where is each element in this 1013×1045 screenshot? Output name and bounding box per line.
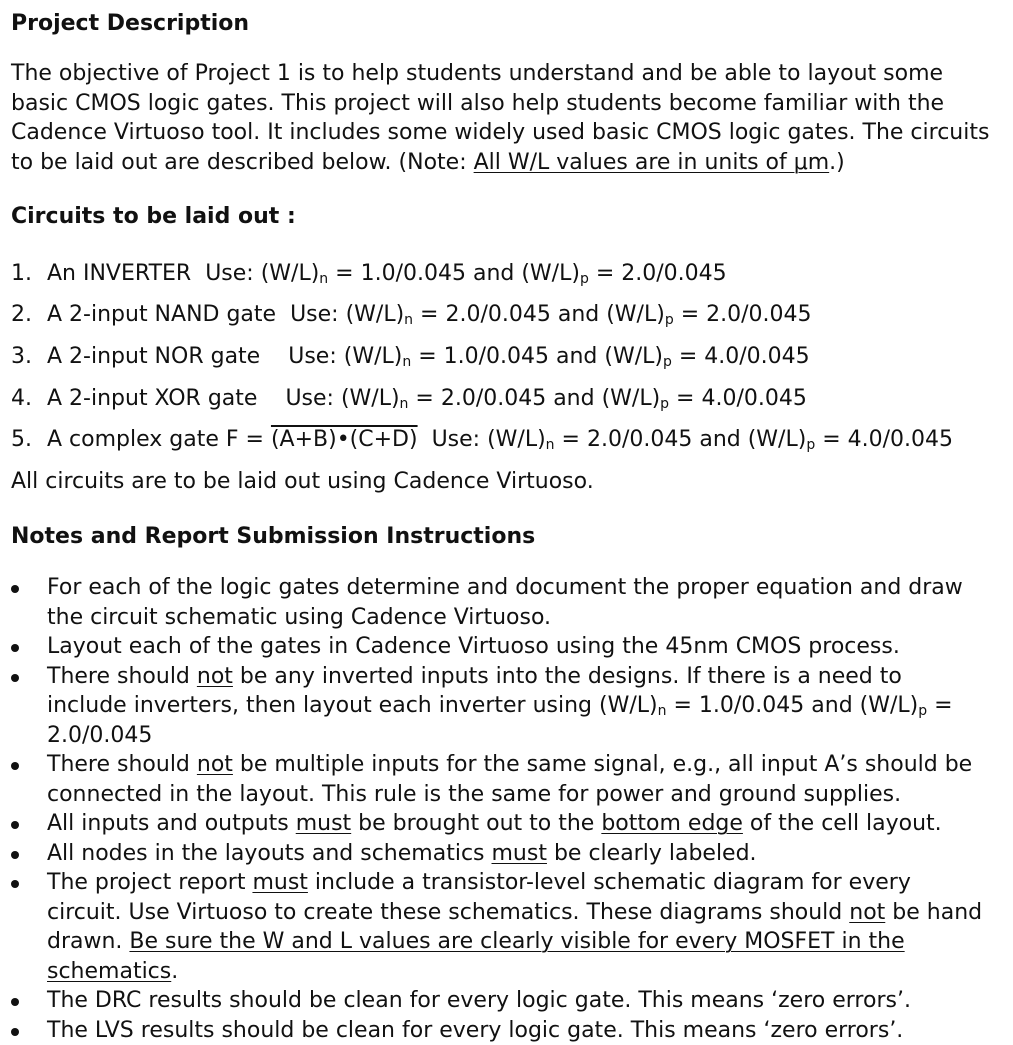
list-item: There should not be multiple inputs for the same signal, e.g., all input A’s should be connected in the layout. This rule is the same for power and ground supplies. <box>0 750 987 809</box>
list-item: The DRC results should be clean for every logic gate. This means ‘zero errors’. <box>0 986 987 1016</box>
circuit-name: A 2-input NAND gate <box>47 302 276 327</box>
list-item: The LVS results should be clean for every logic gate. This means ‘zero errors’. <box>0 1016 987 1045</box>
page-title: Project Description <box>11 11 249 37</box>
list-item: For each of the logic gates determine and document the proper equation and draw the circuit schematic using Cadence Virtuoso. <box>0 573 987 632</box>
list-item: All inputs and outputs must be brought out to the bottom edge of the cell layout. <box>0 809 987 839</box>
circuit-name: A complex gate F = <box>47 427 271 452</box>
bullet-icon <box>11 674 19 682</box>
all-circuits-note: All circuits are to be laid out using Cadence Virtuoso. <box>11 468 594 496</box>
bullet-icon <box>11 644 19 652</box>
list-item: Layout each of the gates in Cadence Virtuoso using the 45nm CMOS process. <box>0 632 987 662</box>
units-note: All W/L values are in units of μm <box>474 150 830 175</box>
complex-gate-expression: (A+B)•(C+D) <box>271 427 418 452</box>
bullet-icon <box>11 762 19 770</box>
circuit-item-nor: 3. A 2-input NOR gate Use: $(W/L)_n = 1.0/0.045$ and $(W/L)_p = 4.0/0.045$ <box>11 343 810 371</box>
notes-heading: Notes and Report Submission Instructions <box>11 524 535 550</box>
list-item: All nodes in the layouts and schematics must be clearly labeled. <box>0 839 987 869</box>
circuits-heading: Circuits to be laid out : <box>11 204 296 230</box>
circuit-item-nand: 2. A 2-input NAND gate Use: $(W/L)_n = 2.0/0.045$ and $(W/L)_p = 2.0/0.045$ <box>11 301 812 329</box>
intro-text: The objective of Project 1 is to help students understand and be able to layout some basic CMOS logic gates. This project will also help students become familiar with the Cadence Virtuoso tool. It includes some widely used basic CMOS logic gates. The circuits to be laid out are described below. (Note: <box>11 61 989 175</box>
intro-text-end: .) <box>829 150 845 175</box>
bullet-icon <box>11 998 19 1006</box>
circuit-item-complex-gate: 5. A complex gate F = (A+B)•(C+D) Use: $(W/L)_n = 2.0/0.045$ and $(W/L)_p = 4.0/0.045$ <box>11 426 953 454</box>
bullet-icon <box>11 851 19 859</box>
bullet-icon <box>11 880 19 888</box>
intro-paragraph <box>11 59 1001 177</box>
notes-list <box>0 573 1013 1045</box>
bullet-icon <box>11 585 19 593</box>
circuit-name: An INVERTER <box>47 261 191 286</box>
bullet-icon <box>11 821 19 829</box>
circuit-name: A 2-input NOR gate <box>47 344 260 369</box>
list-item: There should not be any inverted inputs into the designs. If there is a need to include inverters, then layout each inverter using $(W/L)_n = 1.0/0.045$ and $(W/L)_p = 2.0/0.045$ <box>0 662 987 751</box>
circuit-item-xor: 4. A 2-input XOR gate Use: $(W/L)_n = 2.0/0.045$ and $(W/L)_p = 4.0/0.045$ <box>11 385 807 413</box>
bullet-icon <box>11 1028 19 1036</box>
circuit-name: A 2-input XOR gate <box>47 386 257 411</box>
list-item: The project report must include a transistor-level schematic diagram for every circuit. Use Virtuoso to create these schematics. These diagrams should not be hand drawn. Be sure the W and L values are clearly visible for every MOSFET in the schematics. <box>0 868 987 986</box>
circuit-item-inverter: 1. An INVERTER Use: $(W/L)_n = 1.0/0.045$ and $(W/L)_p = 2.0/0.045$ <box>11 260 727 288</box>
